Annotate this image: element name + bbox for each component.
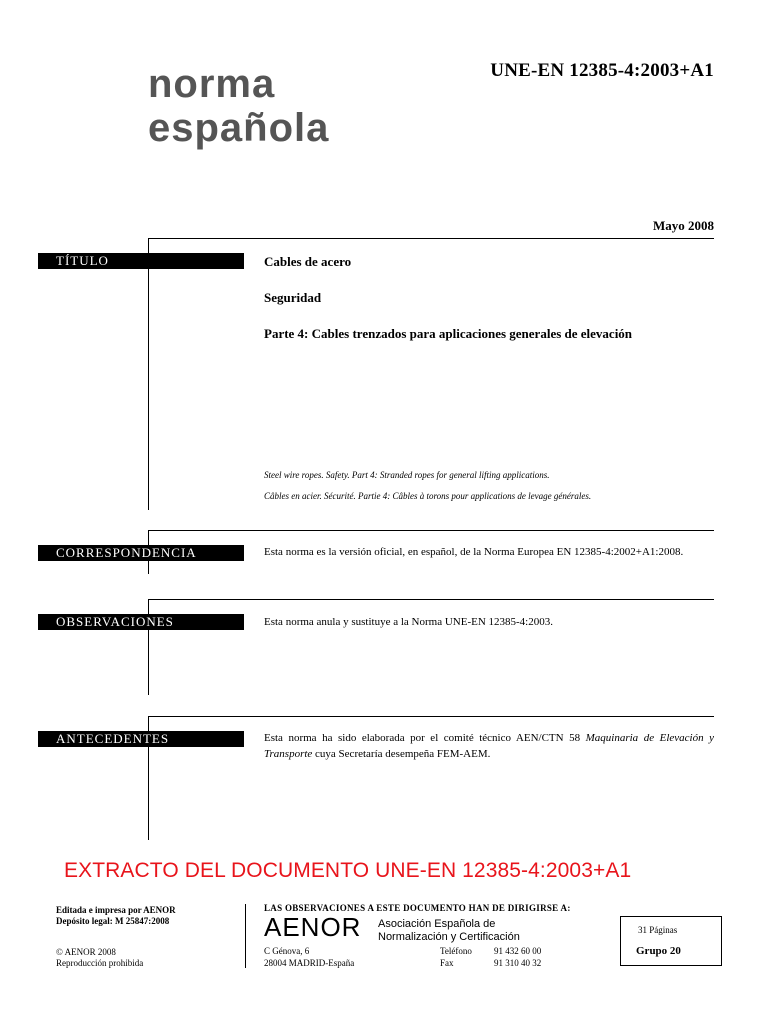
association-name: [378, 918, 520, 944]
extract-notice: EXTRACTO DEL DOCUMENTO UNE-EN 12385-4:2003+A1: [64, 859, 632, 882]
brand-norma: norma: [148, 62, 276, 106]
footer-divider: [245, 904, 246, 968]
aenor-logo: AENOR: [264, 912, 362, 942]
title-french: Câbles en acier. Sécurité. Partie 4: Câbles à torons pour applications de levage générales.: [264, 491, 592, 501]
pages-group-box: [620, 916, 722, 966]
fax-number: 91 310 40 32: [494, 958, 542, 968]
phone-number: 91 432 60 00: [494, 946, 542, 956]
copyright: © AENOR 2008: [56, 947, 116, 957]
association-line-2: Normalización y Certificación: [378, 931, 520, 943]
title-line-1: Cables de acero: [264, 254, 352, 269]
address-line-2: 28004 MADRID-España: [264, 958, 355, 968]
section-label-correspondencia: CORRESPONDENCIA: [38, 545, 244, 561]
observaciones-top-rule: [148, 599, 714, 600]
price-group: Grupo 20: [636, 945, 681, 957]
antecedentes-text-post: cuya Secretaría desempeña FEM-AEM.: [312, 748, 491, 760]
publication-date: Mayo 2008: [652, 218, 714, 233]
phone-label: Teléfono: [440, 946, 472, 956]
observations-header: LAS OBSERVACIONES A ESTE DOCUMENTO HAN DE DIRIGIRSE A:: [264, 903, 571, 913]
correspondencia-top-rule: [148, 530, 714, 531]
antecedentes-committee-name: Maquinaria de Elevación y Transporte: [264, 732, 714, 760]
address-line-1: C Génova, 6: [264, 946, 310, 956]
titulo-top-rule: [148, 238, 714, 239]
fax-label: Fax: [440, 958, 454, 968]
standard-code: UNE-EN 12385-4:2003+A1: [490, 60, 714, 81]
title-line-2: Seguridad: [264, 290, 322, 305]
association-line-1: Asociación Española de: [378, 918, 496, 930]
section-label-titulo: TÍTULO: [38, 253, 244, 269]
antecedentes-text-pre: Esta norma ha sido elaborada por el comité técnico AEN/CTN 58: [264, 732, 586, 744]
antecedentes-top-rule: [148, 716, 714, 717]
section-label-antecedentes: ANTECEDENTES: [38, 731, 244, 747]
antecedentes-text: [264, 730, 714, 762]
edited-by: Editada e impresa por AENOR: [56, 905, 176, 915]
title-line-3: Parte 4: Cables trenzados para aplicaciones generales de elevación: [264, 326, 633, 341]
observaciones-text: Esta norma anula y sustituye a la Norma UNE-EN 12385-4:2003.: [264, 616, 553, 628]
reproduction-notice: Reproducción prohibida: [56, 958, 144, 968]
title-english: Steel wire ropes. Safety. Part 4: Stranded ropes for general lifting applications.: [264, 470, 550, 480]
section-label-observaciones: OBSERVACIONES: [38, 614, 244, 630]
correspondencia-text: Esta norma es la versión oficial, en español, de la Norma Europea EN 12385-4:2002+A1:2008.: [264, 546, 684, 558]
brand-espanola: española: [148, 106, 330, 150]
page-count: 31 Páginas: [638, 925, 678, 935]
legal-deposit: Depósito legal: M 25847:2008: [56, 916, 170, 926]
titulo-vertical-rule: [148, 238, 149, 510]
